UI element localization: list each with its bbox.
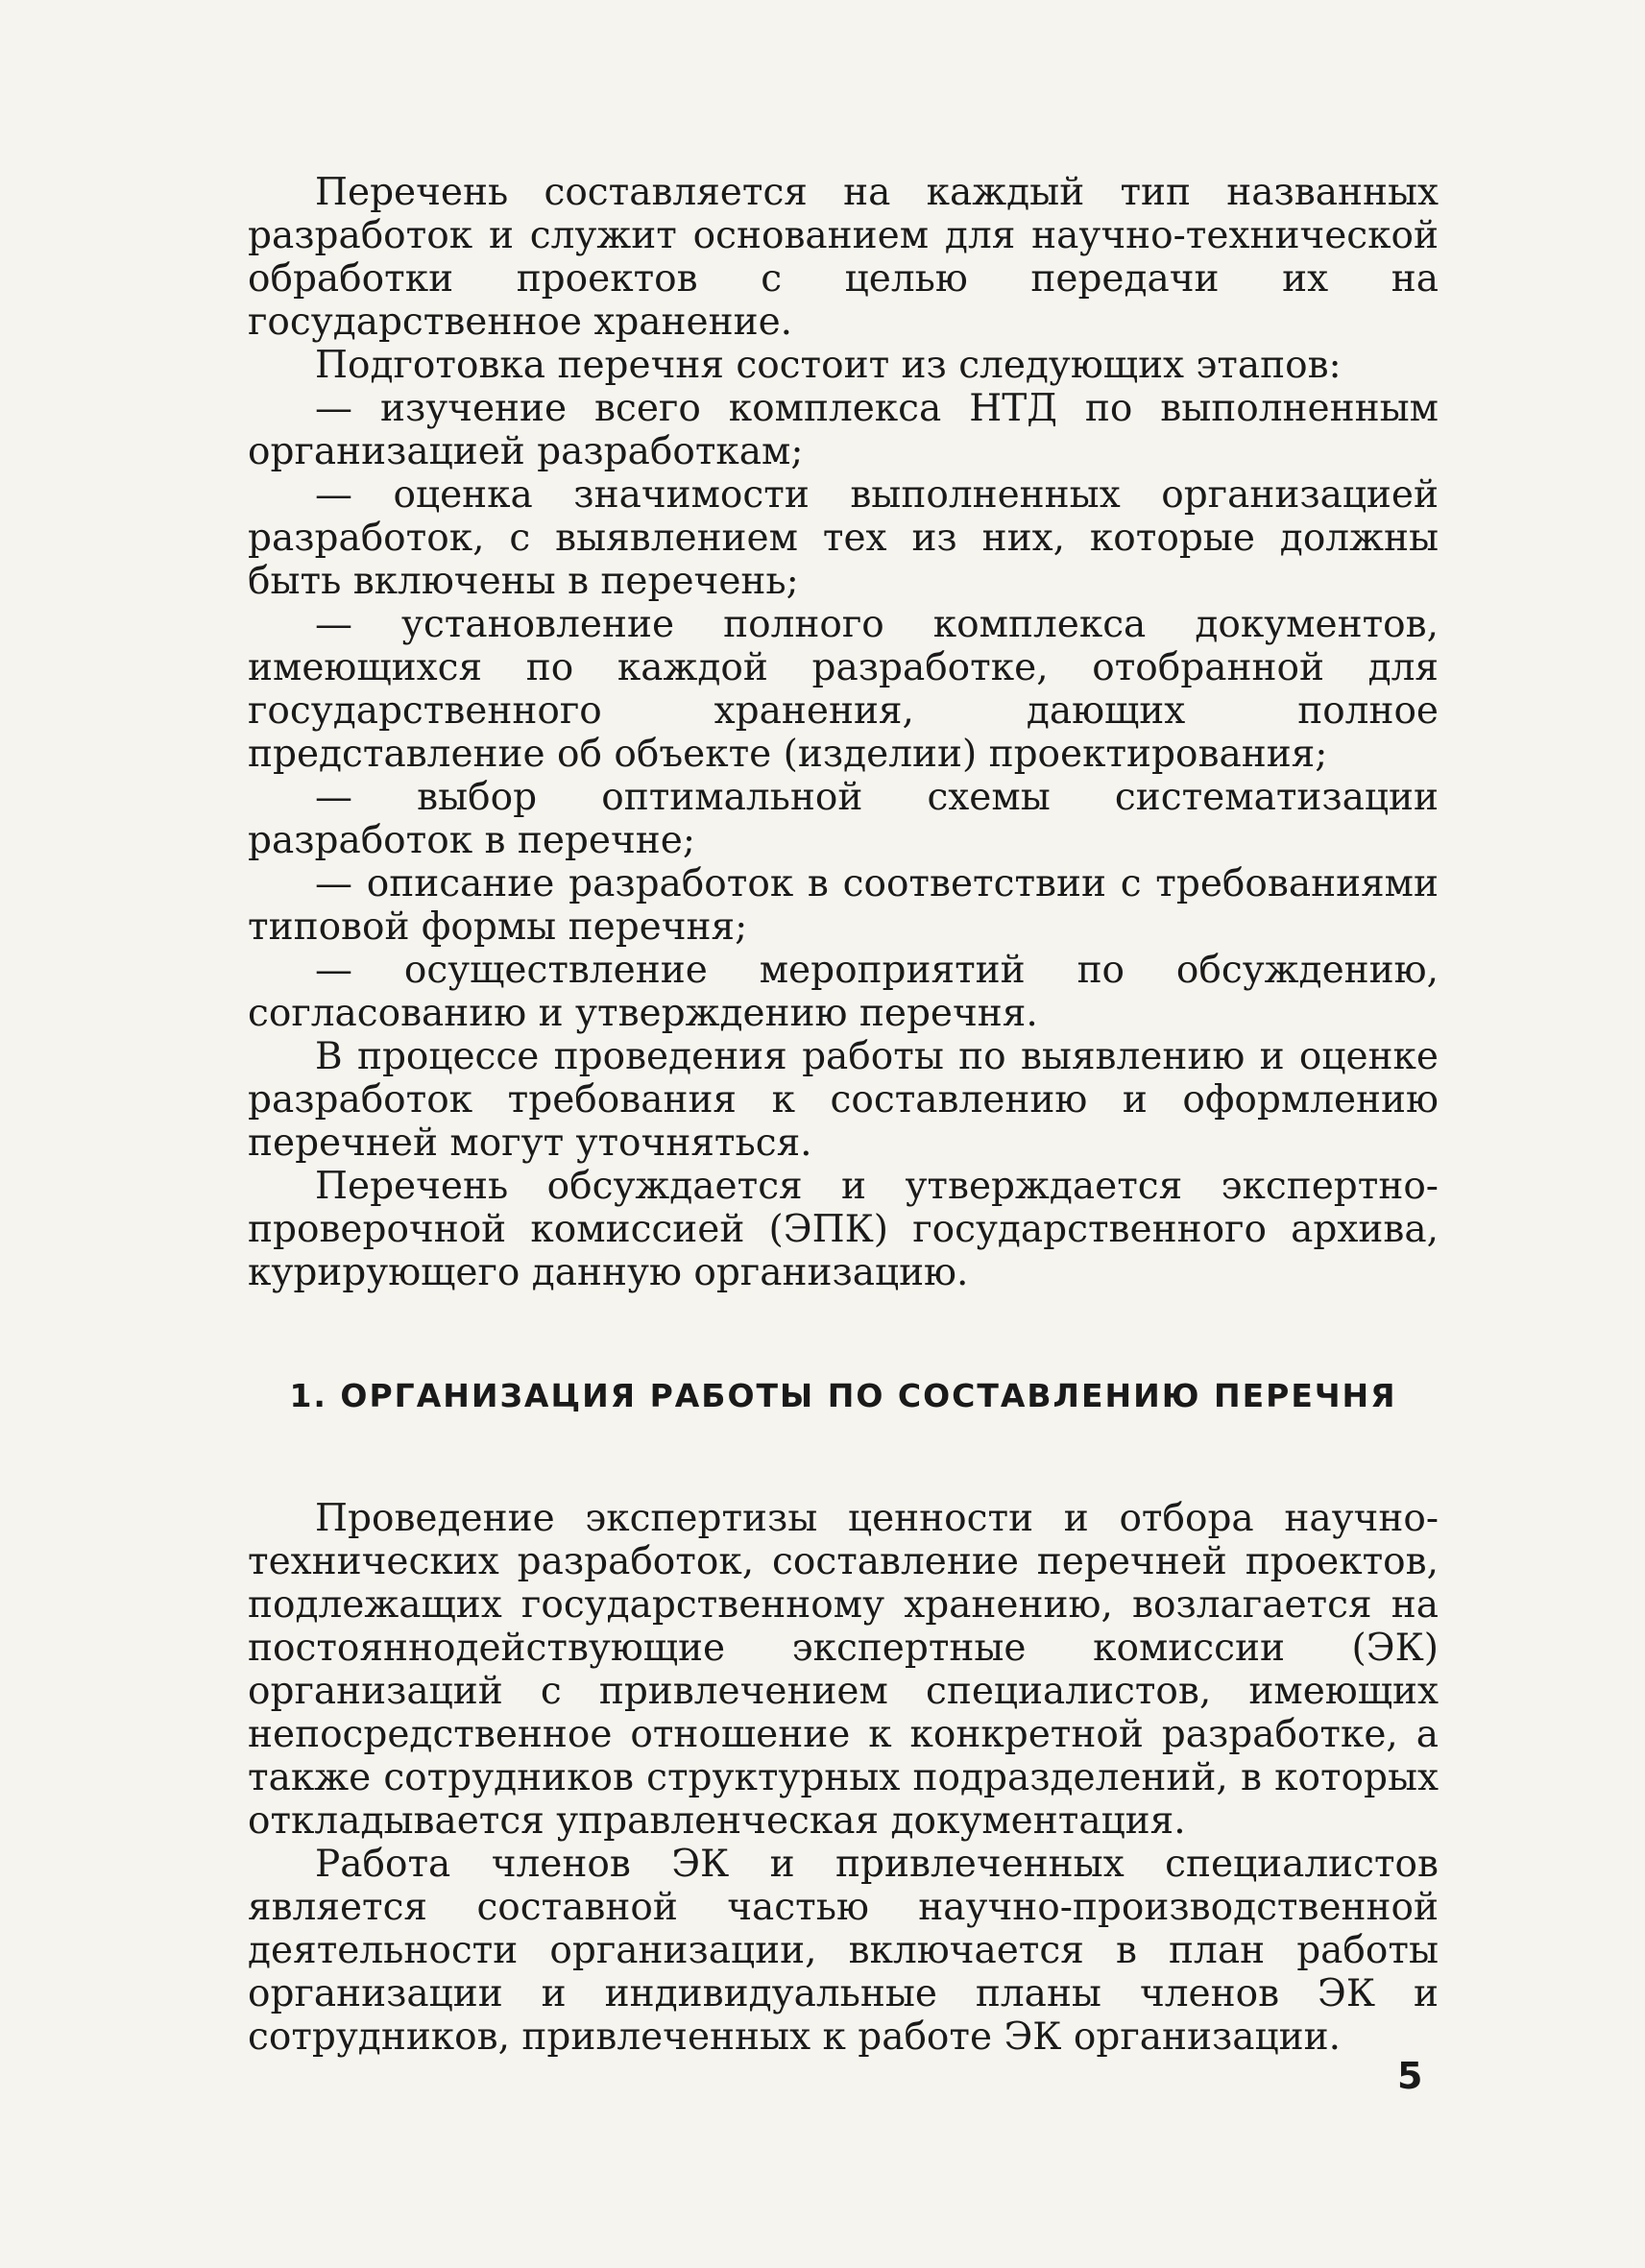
stage-item-3: — установление полного комплекса документов, имеющихся по каждой разработке, отобранной для государственного хранения, дающих полное представление об объекте (изделии) проектирования; [248,603,1439,776]
stage-item-4: — выбор оптимальной схемы систематизации разработок в перечне; [248,776,1439,862]
stage-item-2: — оценка значимости выполненных организацией разработок, с выявлением тех из них, которые должны быть включены в перечень; [248,473,1439,603]
stage-item-6: — осуществление мероприятий по обсуждению, согласованию и утверждению перечня. [248,949,1439,1035]
intro-paragraph-1: Перечень составляется на каждый тип названных разработок и служит основанием для научно-технической обработки проектов с целью передачи их на государственное хранение. [248,171,1439,344]
page-number: 5 [1397,2055,1423,2097]
section-paragraph-1: Проведение экспертизы ценности и отбора научно-технических разработок, составление перечней проектов, подлежащих государственному хранению, возлагается на постояннодействующие экспертные комиссии (ЭК) организаций с привлечением специалистов, имеющих непосредственное отношение к конкретной разработке, а также сотрудников структурных подразделений, в которых откладывается управленческая документация. [248,1497,1439,1843]
section-title: 1. ОРГАНИЗАЦИЯ РАБОТЫ ПО СОСТАВЛЕНИЮ ПЕРЕЧНЯ [289,1377,1397,1414]
after-stages-paragraph-2: Перечень обсуждается и утверждается экспертно-проверочной комиссией (ЭПК) государственного архива, курирующего данную организацию. [248,1165,1439,1294]
document-page [248,171,1439,2059]
stage-item-1: — изучение всего комплекса НТД по выполненным организацией разработкам; [248,387,1439,473]
stage-item-5: — описание разработок в соответствии с требованиями типовой формы перечня; [248,862,1439,949]
after-stages-paragraph-1: В процессе проведения работы по выявлению и оценке разработок требования к составлению и оформлению перечней могут уточняться. [248,1035,1439,1165]
section-paragraph-2: Работа членов ЭК и привлеченных специалистов является составной частью научно-производственной деятельности организации, включается в план работы организации и индивидуальные планы членов ЭК и сотрудников, привлеченных к работе ЭК организации. [248,1843,1439,2059]
intro-paragraph-2: Подготовка перечня состоит из следующих этапов: [315,344,1342,387]
